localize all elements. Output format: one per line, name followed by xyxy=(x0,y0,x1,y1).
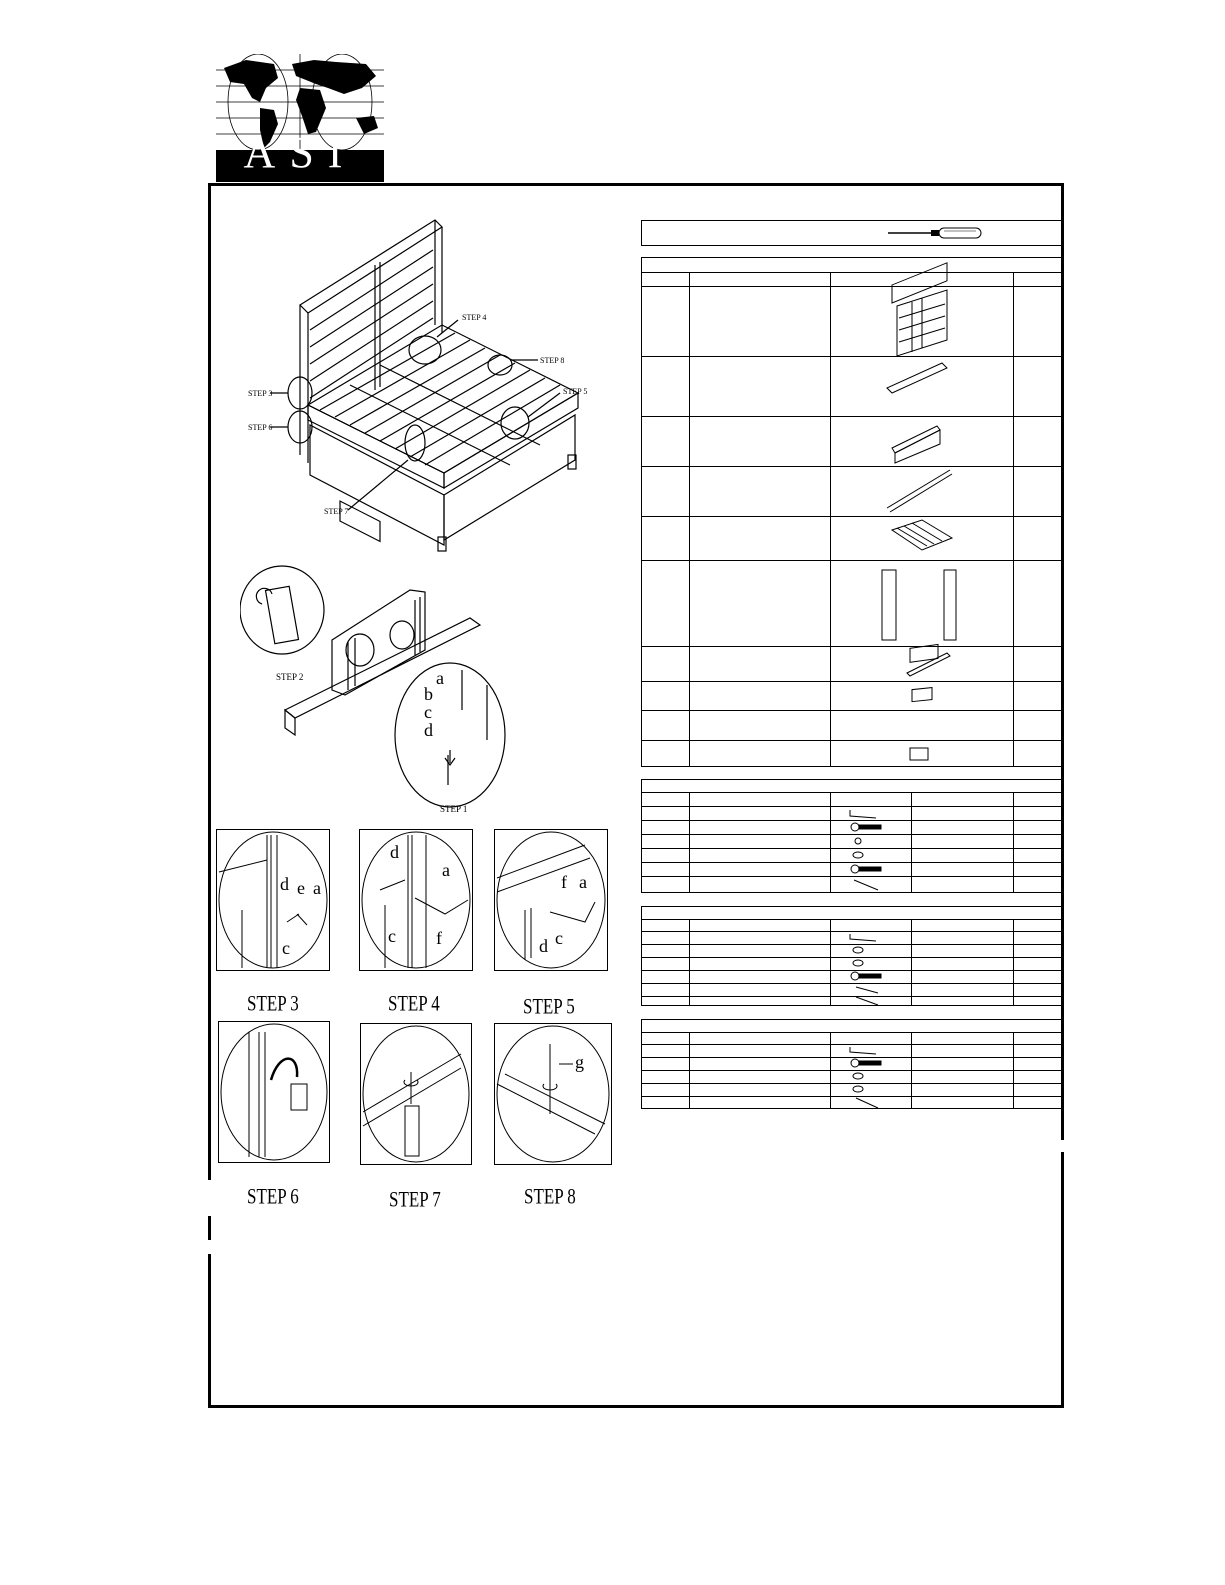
step3-letter-c: c xyxy=(282,938,290,958)
step5-letter-d: d xyxy=(539,936,548,956)
step5-letter-c: c xyxy=(555,928,563,948)
bolt-icon xyxy=(851,865,881,873)
support-rail-part-icon xyxy=(907,653,950,676)
detail-letter-d: d xyxy=(424,720,433,740)
step4-letter-a: a xyxy=(442,860,450,880)
step4-label: STEP 4 xyxy=(388,991,440,1016)
step8-box xyxy=(494,1023,612,1165)
step7-label: STEP 7 xyxy=(389,1187,441,1212)
step7-box xyxy=(360,1023,472,1165)
allen-key-icon xyxy=(850,934,876,941)
bed-overview-illustration xyxy=(230,205,610,555)
logo-wordmark: ASI xyxy=(243,128,357,177)
step6-drawing xyxy=(219,1022,329,1162)
headboard-part-icon xyxy=(897,290,947,356)
step5-label: STEP 5 xyxy=(523,994,575,1019)
step7-drawing xyxy=(361,1024,471,1164)
detail-letter-c: c xyxy=(424,702,432,722)
step4-drawing xyxy=(360,830,472,970)
washer-icon xyxy=(853,960,863,966)
step6-box xyxy=(218,1021,330,1163)
allen-key-icon xyxy=(850,810,876,818)
footboard-part-icon xyxy=(887,263,947,393)
step5-box xyxy=(494,829,608,971)
post-part-icon xyxy=(882,570,956,640)
bed-overview-drawing xyxy=(230,205,610,555)
callout-step5: STEP 5 xyxy=(563,387,588,396)
center-rail-part-icon xyxy=(887,470,952,512)
parts-list-table xyxy=(641,257,1062,767)
step4-box xyxy=(359,829,473,971)
step4-letter-f: f xyxy=(436,928,442,948)
callout-step4: STEP 4 xyxy=(462,313,487,322)
step3-letter-d: d xyxy=(280,874,289,894)
step3-label: STEP 3 xyxy=(247,991,299,1016)
callout-step7: STEP 7 xyxy=(324,507,349,516)
detail-letter-b: b xyxy=(424,684,433,704)
bolt-icon xyxy=(851,823,881,831)
step5-letter-f: f xyxy=(561,872,567,892)
allen-key-icon xyxy=(850,1047,876,1054)
small-block-part-icon xyxy=(912,688,932,702)
detail-letter-a: a xyxy=(436,668,444,688)
washer-icon xyxy=(853,1086,863,1092)
step6-label: STEP 6 xyxy=(247,1184,299,1209)
leg-block-part-icon xyxy=(910,748,928,760)
step3-letter-a: a xyxy=(313,878,321,898)
step2-label: STEP 2 xyxy=(276,672,304,682)
step5-letter-a: a xyxy=(579,872,587,892)
side-rail-part-icon xyxy=(892,426,940,463)
hardware-table-2 xyxy=(641,906,1062,1006)
step1-step2-illustration xyxy=(240,560,520,820)
callout-step8: STEP 8 xyxy=(540,356,565,365)
callout-step6: STEP 6 xyxy=(248,423,273,432)
screw-icon xyxy=(854,880,878,890)
slat-roll-part-icon xyxy=(892,520,952,550)
screw-icon xyxy=(856,997,878,1005)
washer-icon xyxy=(853,852,863,858)
step5-drawing xyxy=(495,830,607,970)
tools-required-box xyxy=(641,220,1062,246)
washer-icon xyxy=(853,947,863,953)
step4-letter-c: c xyxy=(388,926,396,946)
step4-letter-d: d xyxy=(390,842,399,862)
washer-icon xyxy=(855,838,861,844)
bolt-icon xyxy=(851,972,881,980)
hardware-table-3 xyxy=(641,1019,1062,1109)
step8-drawing xyxy=(495,1024,611,1164)
step3-box xyxy=(216,829,330,971)
screw-icon xyxy=(856,1098,878,1108)
asi-logo xyxy=(216,54,384,182)
screwdriver-icon xyxy=(886,225,986,241)
step3-drawing xyxy=(217,830,329,970)
step3-letter-e: e xyxy=(297,878,305,898)
parts-illustrations xyxy=(642,258,1063,768)
bolt-icon xyxy=(851,1059,881,1067)
step1-label: STEP 1 xyxy=(440,804,468,814)
step8-label: STEP 8 xyxy=(524,1184,576,1209)
hardware-table-1 xyxy=(641,779,1062,893)
step1-step2-drawing xyxy=(240,560,520,820)
callout-step3: STEP 3 xyxy=(248,389,273,398)
washer-icon xyxy=(853,1073,863,1079)
step8-letter-g: g xyxy=(575,1052,584,1072)
screw-icon xyxy=(856,987,878,993)
